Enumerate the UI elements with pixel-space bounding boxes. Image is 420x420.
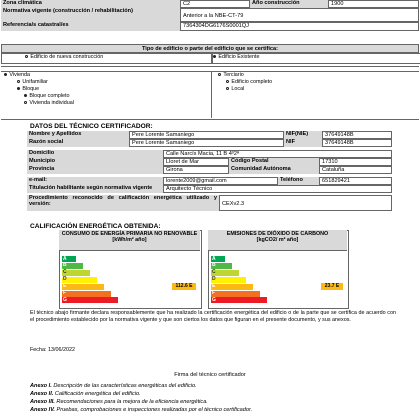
dwelling-option[interactable]: Vivienda (4, 72, 30, 78)
climate-zone-label: Zona climática (1, 0, 180, 8)
rating-bar-g (62, 297, 118, 303)
rating-bar-b (211, 263, 232, 269)
province-value: Girona (163, 166, 229, 174)
address-label: Domicilio (27, 150, 163, 158)
regulation-label: Normativa vigente (construcción / rehabilitación) (1, 8, 180, 22)
annex-item: Anexo I. Descripción de las características energéticas del edificio. (30, 383, 197, 389)
cadastral-ref-value: 7364304DG6176S0001QJ (180, 22, 419, 31)
full-block-option[interactable]: Bloque completo (24, 93, 70, 99)
radio-off-icon (17, 80, 20, 83)
rating-letter-b: B (63, 262, 67, 269)
phone-label: Teléfono (278, 177, 319, 185)
region-value: Cataluña (319, 166, 392, 174)
annex-item: Anexo III. Recomendaciones para la mejora de la eficiencia energética. (30, 399, 208, 406)
nif-value: 37649148B (322, 139, 392, 147)
address-value: Calle Narcís Macia, 11 B 4º2ª (163, 150, 392, 158)
consumption-rating-marker: 112.6 E (172, 283, 196, 290)
construction-year-value: 1900 (328, 0, 419, 8)
rating-letter-c: C (212, 269, 216, 276)
rating-bar-c (211, 270, 239, 276)
rating-letter-b: B (212, 262, 216, 269)
radio-on-icon (4, 73, 7, 76)
annex-item: Anexo II. Calificación energética del edificio. (30, 391, 141, 398)
issue-date: Fecha: 13/06/2022 (30, 347, 75, 353)
building-type-header: Tipo de edificio o parte del edificio que se certifica: (1, 44, 419, 53)
single-dwelling-option[interactable]: Vivienda individual (24, 100, 74, 106)
full-building-option[interactable]: Edificio completo (226, 79, 272, 85)
rating-bar-g (211, 297, 267, 303)
certifier-title: DATOS DEL TÉCNICO CERTIFICADOR: (30, 123, 153, 130)
province-label: Provincia (27, 166, 163, 174)
postal-code-value: 17310 (319, 158, 392, 166)
new-building-option[interactable]: Edificio de nueva construcción (25, 54, 103, 60)
rating-letter-c: C (63, 269, 67, 276)
rating-bar-e (62, 284, 104, 290)
nif-nie-label: NIF(NIE) (284, 131, 322, 139)
rating-bar-f (62, 291, 111, 297)
radio-on-icon (24, 94, 27, 97)
rating-letter-a: A (63, 255, 67, 262)
rating-bar-d (211, 277, 246, 283)
rating-letter-e: E (63, 283, 67, 290)
rating-letter-g: G (63, 296, 67, 303)
email-value[interactable]: lorente2009@gmail.com (163, 177, 278, 185)
rating-bar-e (211, 284, 253, 290)
rating-bar-f (211, 291, 260, 297)
name-label: Nombre y Apellidos (27, 131, 129, 139)
rating-letter-f: F (63, 290, 67, 296)
block-option[interactable]: Bloque (17, 86, 39, 92)
region-label: Comunidad Autónoma (229, 166, 319, 174)
email-label: e-mail: (27, 177, 163, 185)
existing-building-option[interactable]: Edificio Existente (213, 54, 259, 60)
consumption-header: CONSUMO DE ENERGÍA PRIMARIA NO RENOVABLE [kWh/m² año] (59, 230, 200, 250)
municipality-value: Lloret de Mar (163, 158, 229, 166)
annex-item: Anexo IV. Pruebas, comprobaciones e inspecciones realizadas por el técnico certificador. (30, 407, 253, 414)
radio-off-icon (226, 87, 229, 90)
nif-nie-value: 37649148B (322, 131, 392, 139)
municipality-label: Municipio (27, 158, 163, 166)
radio-on-icon (17, 87, 20, 90)
divider (211, 71, 212, 118)
radio-off-icon (24, 101, 27, 104)
single-family-option[interactable]: Unifamiliar (17, 79, 48, 85)
name-value: Pere Lorente Samaniego (129, 131, 284, 139)
cadastral-ref-label: Referencia/s catastral/es (1, 22, 180, 31)
consumption-scale (62, 256, 198, 304)
phone-value: 651829421 (319, 177, 392, 185)
emissions-rating-marker: 23.7 E (321, 283, 343, 290)
divider (208, 250, 347, 251)
rating-bar-a (62, 256, 76, 262)
rating-bar-d (62, 277, 97, 283)
emissions-scale (211, 256, 345, 304)
annex-list (30, 382, 410, 414)
construction-year-label: Año construcción (250, 0, 328, 8)
signature-label: Firma del técnico certificador (174, 372, 246, 378)
rating-letter-a: A (212, 255, 216, 262)
rating-bar-c (62, 270, 90, 276)
rating-title: CALIFICACIÓN ENERGÉTICA OBTENIDA: (30, 223, 161, 230)
divider (1, 66, 419, 67)
rating-letter-d: D (212, 276, 216, 283)
regulation-value: Anterior a la NBE-CT-79 (180, 8, 419, 22)
declaration-text: El técnico abajo firmante declara responsablemente que ha realizado la certificación energética del edificio o de la parte que se certifica de acuerdo con el procedimiento establecido por la normativa vigente y que son ciertos los datos que figuran en el presente documento, y sus anexos. (30, 310, 396, 324)
rating-letter-d: D (63, 276, 67, 283)
rating-bar-a (211, 256, 225, 262)
procedure-value: CEXv2.3 (219, 195, 392, 211)
qualification-value: Arquitecto Técnico (163, 185, 392, 193)
rating-letter-g: G (212, 296, 216, 303)
company-label: Razón social (27, 139, 129, 147)
nif-label: NIF (284, 139, 322, 147)
tertiary-option[interactable]: Terciario (218, 72, 244, 78)
rating-letter-e: E (212, 283, 216, 290)
rating-bar-b (62, 263, 83, 269)
radio-off-icon (25, 55, 28, 58)
divider (59, 250, 200, 251)
radio-off-icon (226, 80, 229, 83)
radio-on-icon (213, 55, 216, 58)
climate-zone-value: C2 (180, 0, 250, 8)
premises-option[interactable]: Local (226, 86, 244, 92)
qualification-label: Titulación habilitante según normativa vigente (27, 185, 163, 193)
emissions-header: EMISIONES DE DIÓXIDO DE CARBONO [kgCO2/ m² año] (208, 230, 347, 250)
rating-letter-f: F (212, 290, 216, 296)
procedure-label: Procedimiento reconocido de calificación energética utilizado y versión: (27, 195, 219, 211)
postal-code-label: Código Postal (229, 158, 319, 166)
company-value: Pere Lorente Samaniego (129, 139, 284, 147)
radio-off-icon (218, 73, 221, 76)
